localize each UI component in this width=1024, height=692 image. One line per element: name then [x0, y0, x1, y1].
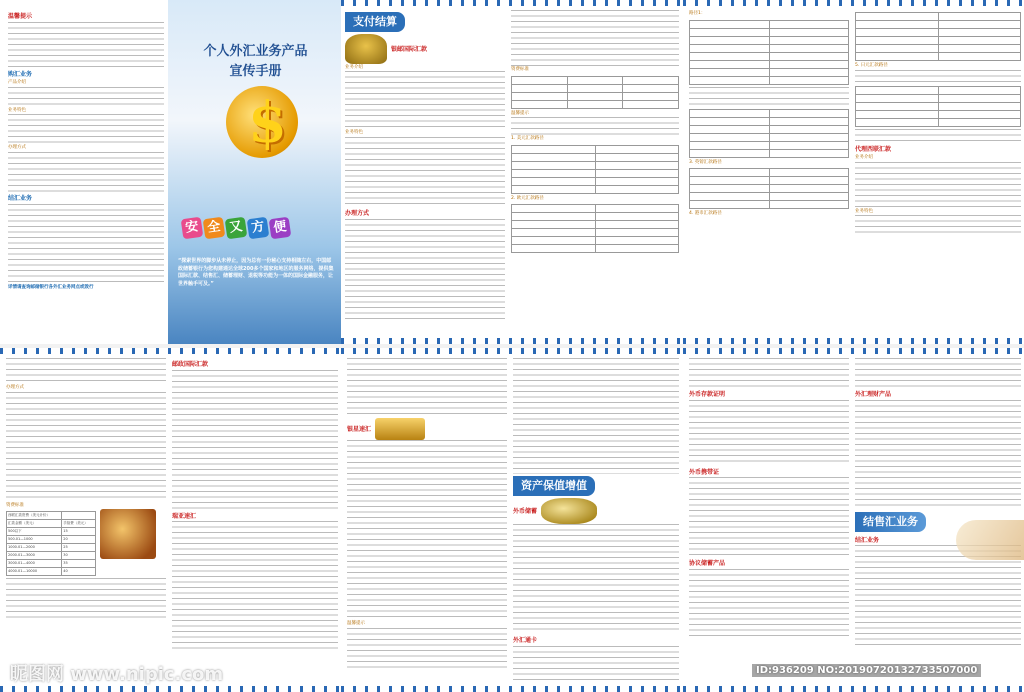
binder-bottom — [683, 338, 1024, 344]
sub-features: 业务特色 — [8, 107, 26, 113]
fee-cell: 20 — [62, 536, 96, 544]
filler-text — [855, 162, 1021, 208]
banner-payment: 支付结算 — [345, 12, 405, 32]
usd-path-table — [511, 145, 679, 194]
fee-cell: 3000.01—4000 — [7, 560, 62, 568]
path-table — [855, 12, 1021, 61]
fee-cell: 2000.01—3000 — [7, 552, 62, 560]
binder-top — [341, 0, 684, 6]
path-table — [689, 20, 849, 85]
filler-text — [689, 569, 849, 639]
binder-bottom — [0, 686, 343, 692]
column-right — [511, 10, 679, 336]
column-left — [689, 358, 849, 684]
section-deposit-proof: 外币存款证明 — [689, 391, 726, 398]
dollar-sign-icon: $ — [248, 90, 287, 156]
sub-process: 办理方式 — [6, 385, 24, 390]
filler-text — [8, 114, 164, 144]
sub-path1: 路径1： — [689, 11, 706, 16]
panel-payment-settlement — [341, 0, 684, 344]
binder-bottom — [341, 338, 684, 344]
sub-tips: 温馨提示 — [347, 621, 365, 626]
filler-text — [855, 129, 1021, 143]
filler-text — [8, 204, 164, 284]
section-western-union: 代理西联汇款 — [855, 145, 892, 153]
jpy-path-table — [855, 86, 1021, 127]
binder-top — [683, 348, 1024, 354]
cover-footer: 详情请查询邮储银行各外汇业务网点或致行 — [8, 284, 94, 290]
golden-egg-image — [541, 498, 597, 524]
filler-text — [855, 70, 1021, 84]
slogan-char: 方 — [247, 217, 270, 240]
sub-business-intro: 业务介绍 — [345, 64, 363, 70]
fee-cell: 4000.01—10000 — [7, 568, 62, 576]
sub-eur-path: 2. 欧元汇款路径 — [511, 195, 544, 201]
binder-top — [683, 0, 1024, 6]
panel-remittance-paths — [683, 0, 1024, 344]
wu-fee-table — [6, 511, 96, 576]
panel-asset-value — [341, 348, 684, 692]
section-carry-permit: 外币携带证 — [689, 468, 720, 476]
filler-text — [6, 578, 166, 618]
filler-text — [345, 71, 505, 129]
filler-text — [513, 524, 679, 634]
column-left — [347, 358, 507, 684]
watermark-right: ID:936209 NO:20190720132733507000 — [752, 664, 981, 677]
cover-title-line1: 个人外汇业务产品 — [203, 44, 308, 59]
filler-text — [855, 358, 1021, 388]
filler-text — [345, 219, 505, 319]
filler-text — [689, 358, 849, 388]
slogan-char: 全 — [203, 217, 226, 240]
fee-cell: 西联汇款资费（美元计价） — [7, 512, 62, 520]
gold-ingots-image — [375, 418, 425, 440]
binder-top — [341, 348, 684, 354]
filler-text — [347, 440, 507, 620]
sub-gbp-path: 3. 英镑汇款路径 — [689, 159, 722, 165]
watermark-left: 昵图网 www.nipic.com — [10, 664, 224, 685]
gbp-path-table — [689, 168, 849, 209]
cover-art — [168, 0, 343, 344]
filler-text — [347, 358, 507, 418]
section-agreement-savings: 协议储蓄产品 — [689, 560, 726, 568]
hand-image — [956, 520, 1024, 560]
fee-cell: 30 — [62, 552, 96, 560]
cover-text-column — [8, 10, 164, 336]
cover-panel — [0, 0, 343, 344]
slogan-char: 安 — [181, 217, 204, 240]
section-fx-card: 外汇通卡 — [513, 636, 538, 644]
filler-text — [8, 22, 164, 68]
filler-text — [689, 87, 849, 107]
section-bank-post-remit: 银邮国际汇款 — [391, 46, 428, 54]
filler-text — [855, 400, 1021, 510]
slogan — [182, 218, 290, 238]
filler-text — [8, 152, 164, 192]
filler-text — [6, 358, 166, 384]
filler-text — [689, 400, 849, 466]
sub-jpy-path: 5. 日元汇款路径 — [855, 63, 888, 68]
fee-cell: 25 — [62, 544, 96, 552]
filler-text — [855, 215, 1021, 237]
panel-fx-exchange — [683, 348, 1024, 692]
section-silver-star: 银星速汇 — [347, 426, 372, 434]
sub-fees: 资费标准 — [6, 502, 24, 508]
sub-process: 办理方式 — [8, 145, 26, 151]
section-fx-savings: 外币储蓄 — [513, 508, 538, 516]
binder-top — [0, 348, 343, 354]
fee-cell: 40 — [62, 568, 96, 576]
section-fx-wealth: 外汇理财产品 — [855, 391, 892, 398]
cover-tagline: “探索世界的脚步从未停止，因为总有一份秘心支持相随左右，中国邮政储蓄银行为您构建通达全球200多个国家和地区的服务网络，提供集国际汇款、结售汇、储蓄理财、退税等功能为一体的国际金融服务，让世界触手可及。” — [178, 258, 334, 287]
filler-text — [689, 477, 849, 557]
filler-text — [172, 370, 338, 510]
filler-text — [347, 628, 507, 668]
fee-cell: 汇款金额（美元） — [7, 520, 62, 528]
banner-asset-value: 资产保值增值 — [513, 476, 595, 496]
sub-features: 业务特色 — [855, 208, 873, 214]
fee-cell: 1000.01—2000 — [7, 544, 62, 552]
sub-tips: 温馨提示 — [511, 110, 529, 116]
section-settlement: 结汇业务 — [855, 536, 880, 544]
sub-hkd-path: 4. 港币汇款路径 — [689, 211, 722, 217]
section-ria: 瑞亚速汇 — [172, 512, 197, 520]
coins-image — [100, 509, 156, 559]
binder-bottom — [683, 686, 1024, 692]
filler-text — [8, 87, 164, 107]
slogan-char: 又 — [225, 217, 248, 240]
fee-cell: 手续费（美元） — [62, 520, 96, 528]
fee-cell — [62, 512, 96, 520]
column-right — [513, 358, 679, 684]
section-process: 办理方式 — [345, 209, 370, 217]
sub-fees: 资费标准 — [511, 67, 529, 72]
sub-usd-path: 1. 美元汇款路径 — [511, 136, 544, 142]
fee-cell: 15 — [62, 528, 96, 536]
section-settlement: 结汇业务 — [8, 194, 33, 202]
path-table — [689, 109, 849, 158]
binder-bottom — [341, 686, 684, 692]
filler-text — [345, 137, 505, 207]
bronze-vessel-icon — [345, 34, 387, 64]
filler-text — [513, 358, 679, 474]
column-left — [345, 10, 505, 336]
column-right — [172, 358, 338, 684]
column-left — [689, 10, 849, 336]
filler-text — [6, 392, 166, 502]
filler-text — [511, 117, 679, 135]
banner-fx-exchange: 结售汇业务 — [855, 512, 926, 532]
filler-text — [855, 545, 1021, 645]
intro-heading: 温馨提示 — [8, 13, 33, 20]
panel-western-union-post — [0, 348, 343, 692]
fee-cell: 500.01—1000 — [7, 536, 62, 544]
eur-path-table — [511, 204, 679, 253]
filler-text — [511, 10, 679, 66]
section-post-intl-remit: 邮政国际汇款 — [172, 361, 209, 368]
filler-text — [172, 521, 338, 651]
sub-product-intro: 产品介绍 — [8, 80, 26, 86]
sub-features: 业务特色 — [345, 130, 363, 136]
filler-text — [513, 646, 679, 684]
cover-title-line2: 宣传手册 — [229, 64, 282, 79]
fee-cell: 500以下 — [7, 528, 62, 536]
slogan-char: 便 — [269, 217, 292, 240]
section-purchase-fx: 购汇业务 — [8, 70, 33, 78]
fee-table — [511, 76, 679, 109]
fee-cell: 35 — [62, 560, 96, 568]
sub-business-intro: 业务介绍 — [855, 155, 873, 161]
column-left — [6, 358, 166, 684]
column-right — [855, 10, 1021, 336]
